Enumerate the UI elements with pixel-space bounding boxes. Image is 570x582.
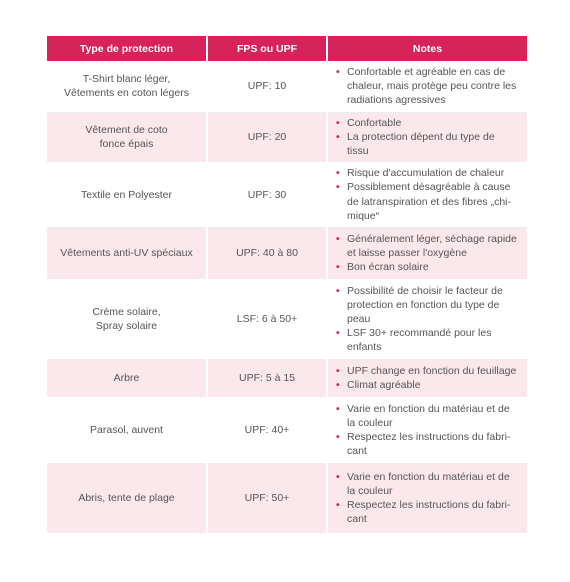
- note-item: • Bon écran solaire: [336, 261, 429, 274]
- bullet-icon: •: [336, 167, 340, 180]
- cell-fps: LSF: 6 à 50+: [207, 279, 327, 360]
- note-item: • Varie en fonction du matériau et de la couleur: [336, 402, 510, 429]
- bullet-icon: •: [336, 327, 340, 340]
- bullet-icon: •: [336, 379, 340, 392]
- bullet-icon: •: [336, 261, 340, 274]
- note-item: • Possibilité de choisir le facteur de protection en fonction du type de peau: [336, 284, 503, 325]
- cell-fps: UPF: 50+: [207, 464, 327, 533]
- cell-notes: [327, 228, 527, 279]
- cell-fps: UPF: 5 à 15: [207, 360, 327, 397]
- note-item: • Généralement léger, séchage rapide et laisse passer l'oxygène: [336, 232, 517, 259]
- note-item: • Possiblement désagréable à cause de latranspiration et des fibres „chi-mique“: [336, 181, 511, 222]
- header-type: Type de protection: [47, 36, 207, 61]
- cell-fps: UPF: 40+: [207, 397, 327, 464]
- bullet-icon: •: [336, 470, 340, 483]
- cell-notes: [327, 464, 527, 533]
- cell-type: Arbre: [47, 360, 207, 397]
- note-item: • Respectez les instructions du fabri-cant: [336, 431, 511, 458]
- note-item: • LSF 30+ recommandé pour les enfants: [336, 327, 492, 354]
- table-row: [47, 228, 527, 279]
- cell-type: Crème solaire, Spray solaire: [47, 279, 207, 360]
- cell-notes: [327, 162, 527, 228]
- bullet-icon: •: [336, 65, 340, 78]
- table-row: [47, 360, 527, 397]
- cell-notes: [327, 360, 527, 397]
- cell-fps: UPF: 10: [207, 61, 327, 112]
- note-item: • Risque d'accumulation de chaleur: [336, 167, 505, 180]
- note-item: • Confortable et agréable en cas de chaleur, mais protège peu contre les radiations agressives: [336, 65, 517, 107]
- cell-notes: [327, 61, 527, 112]
- header-notes: Notes: [327, 36, 527, 61]
- table-row: [47, 112, 527, 162]
- bullet-icon: •: [336, 181, 340, 194]
- cell-fps: UPF: 20: [207, 112, 327, 162]
- table-row: [47, 464, 527, 533]
- note-item: • UPF change en fonction du feuillage: [336, 364, 517, 377]
- bullet-icon: •: [336, 402, 340, 415]
- table-row: [47, 397, 527, 464]
- table-row: [47, 279, 527, 360]
- cell-type: T-Shirt blanc léger, Vêtements en coton légers: [47, 61, 207, 112]
- cell-fps: UPF: 30: [207, 162, 327, 228]
- cell-notes: [327, 112, 527, 162]
- note-item: • Respectez les instructions du fabri-cant: [336, 499, 511, 526]
- cell-notes: [327, 397, 527, 464]
- header-fps: FPS ou UPF: [207, 36, 327, 61]
- bullet-icon: •: [336, 284, 340, 297]
- table-row: [47, 61, 527, 112]
- note-item: • Varie en fonction du matériau et de la couleur: [336, 470, 510, 497]
- cell-type: Parasol, auvent: [47, 397, 207, 464]
- cell-type: Textile en Polyester: [47, 162, 207, 228]
- table-row: [47, 162, 527, 228]
- cell-type: Abris, tente de plage: [47, 464, 207, 533]
- note-item: • Confortable: [336, 116, 402, 129]
- bullet-icon: •: [336, 499, 340, 512]
- table-header-row: [47, 36, 527, 61]
- protection-table: [47, 36, 527, 533]
- bullet-icon: •: [336, 116, 340, 129]
- bullet-icon: •: [336, 431, 340, 444]
- cell-type: Vêtement de coto fonce épais: [47, 112, 207, 162]
- bullet-icon: •: [336, 130, 340, 143]
- note-item: • La protection dépent du type de tissu: [336, 130, 495, 157]
- cell-notes: [327, 279, 527, 360]
- bullet-icon: •: [336, 232, 340, 245]
- note-item: • Climat agréable: [336, 379, 421, 392]
- bullet-icon: •: [336, 364, 340, 377]
- cell-fps: UPF: 40 à 80: [207, 228, 327, 279]
- cell-type: Vêtements anti-UV spéciaux: [47, 228, 207, 279]
